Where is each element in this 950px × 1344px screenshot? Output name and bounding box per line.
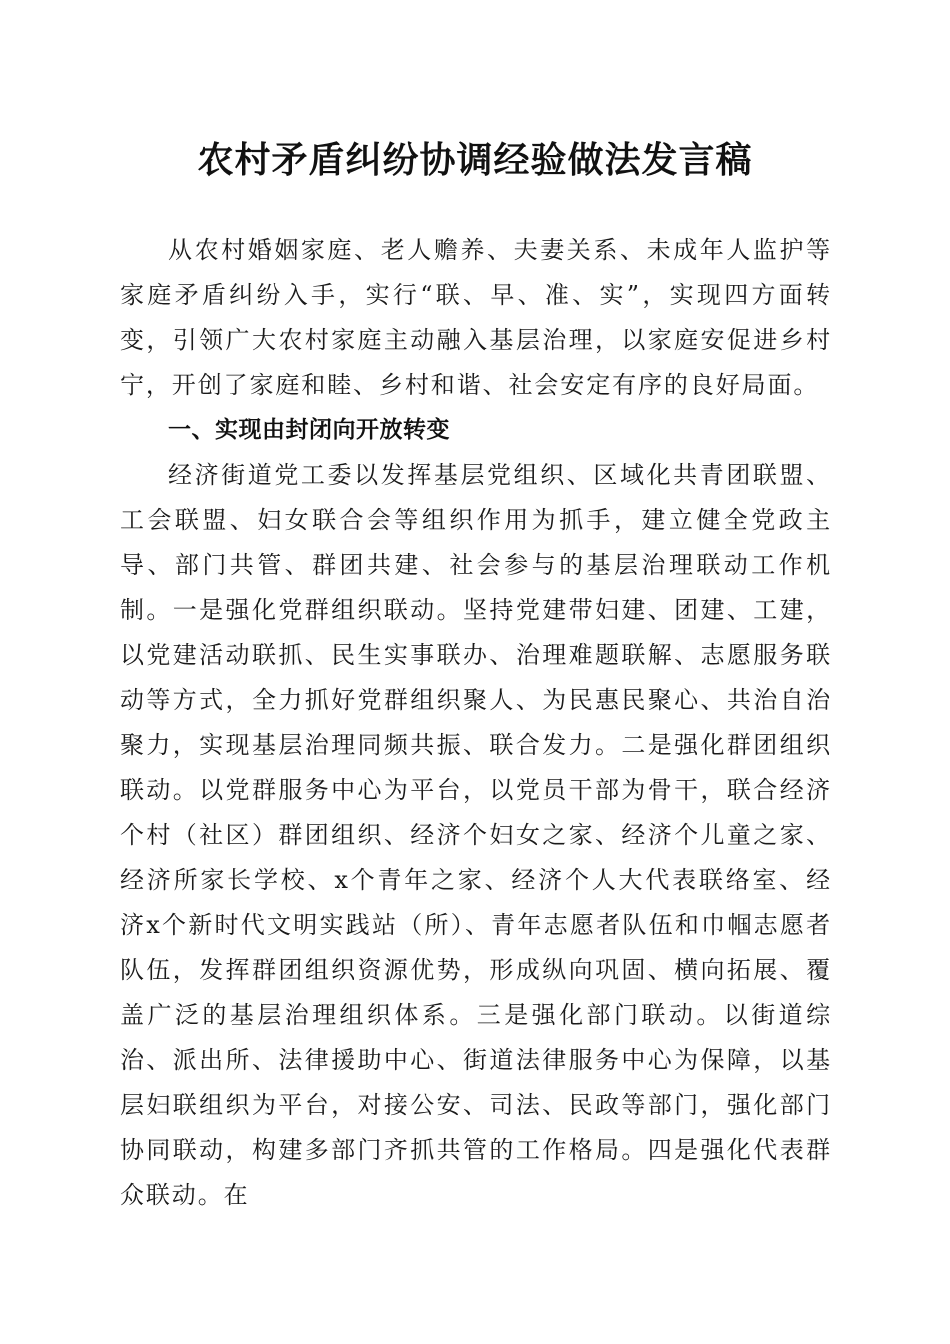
document-title: 农村矛盾纠纷协调经验做法发言稿 bbox=[197, 139, 753, 181]
section-paragraph: 经济街道党工委以发挥基层党组织、区域化共青团联盟、工会联盟、妇女联合会等组织作用为抓手，建立健全党政主导、部门共管、群团共建、社会参与的基层治理联动工作机制。一是强化党群组织联动。坚持党建带妇建、团建、工建，以党建活动联抓、民生实事联办、治理难题联解、志愿服务联动等方式，全力抓好党群组织聚人、为民惠民聚心、共治自治聚力，实现基层治理同频共振、联合发力。二是强化群团组织联动。以党群服务中心为平台，以党员干部为骨干，联合经济个村（社区）群团组织、经济个妇女之家、经济个儿童之家、经济所家长学校、x个青年之家、经济个人大代表联络室、经济x个新时代文明实践站（所）、青年志愿者队伍和巾帼志愿者队伍，发挥群团组织资源优势，形成纵向巩固、横向拓展、覆盖广泛的基层治理组织体系。三是强化部门联动。以街道综治、派出所、法律援助中心、街道法律服务中心为保障，以基层妇联组织为平台，对接公安、司法、民政等部门，强化部门协同联动，构建多部门齐抓共管的工作格局。四是强化代表群众联动。在 bbox=[120, 461, 832, 1209]
intro-paragraph: 从农村婚姻家庭、老人赡养、夫妻关系、未成年人监护等家庭矛盾纠纷入手，实行“联、早、准、实”，实现四方面转变，引领广大农村家庭主动融入基层治理，以家庭安促进乡村宁，开创了家庭和睦、乡村和谐、社会安定有序的良好局面。 bbox=[120, 236, 832, 399]
document-body bbox=[120, 228, 832, 1218]
section-heading: 一、实现由封闭向开放转变 bbox=[168, 417, 450, 443]
